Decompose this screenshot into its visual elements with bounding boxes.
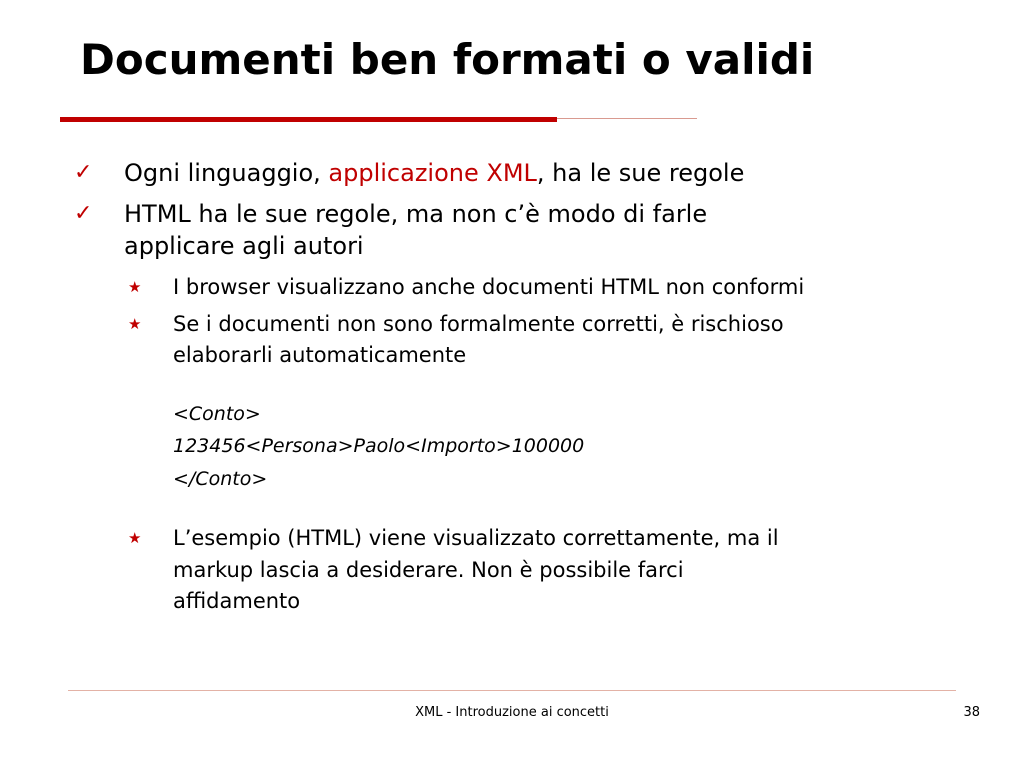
- footer-text: XML - Introduzione ai concetti: [415, 705, 609, 720]
- bullet-1-text-before: Ogni linguaggio,: [124, 159, 329, 187]
- red-star-icon: ★: [128, 529, 142, 547]
- footer-rule: [68, 690, 956, 691]
- subbullet-3-line-1: L’esempio (HTML) viene visualizzato correttamente, ma il: [173, 526, 779, 550]
- bullet-1-highlight: applicazione XML: [328, 159, 537, 187]
- bullet-1: [124, 157, 744, 189]
- page-number: 38: [963, 705, 980, 720]
- title-underline-thick: [60, 117, 557, 122]
- code-line-3: </Conto>: [173, 468, 268, 490]
- red-star-icon: ★: [128, 315, 142, 333]
- title-underline-thin: [557, 118, 697, 119]
- subbullet-1-line-1: I browser visualizzano anche documenti HTML non conformi: [173, 275, 805, 299]
- subbullet-3-line-3: affidamento: [173, 589, 301, 613]
- bullet-1-text-after: , ha le sue regole: [536, 159, 745, 187]
- check-mark-icon: ✓: [74, 201, 93, 226]
- bullet-2-line-1: HTML ha le sue regole, ma non c’è modo di farle: [124, 200, 708, 228]
- check-mark-icon: ✓: [74, 160, 93, 185]
- code-line-2: 123456<Persona>Paolo<Importo>100000: [173, 435, 585, 457]
- subbullet-2-line-1: Se i documenti non sono formalmente corretti, è rischioso: [173, 312, 784, 336]
- red-star-icon: ★: [128, 278, 142, 296]
- subbullet-3-line-2: markup lascia a desiderare. Non è possibile farci: [173, 558, 684, 582]
- bullet-2-line-2: applicare agli autori: [124, 232, 364, 260]
- code-line-1: <Conto>: [173, 403, 261, 425]
- slide-title: Documenti ben formati o validi: [80, 35, 815, 84]
- subbullet-2-line-2: elaborarli automaticamente: [173, 343, 467, 367]
